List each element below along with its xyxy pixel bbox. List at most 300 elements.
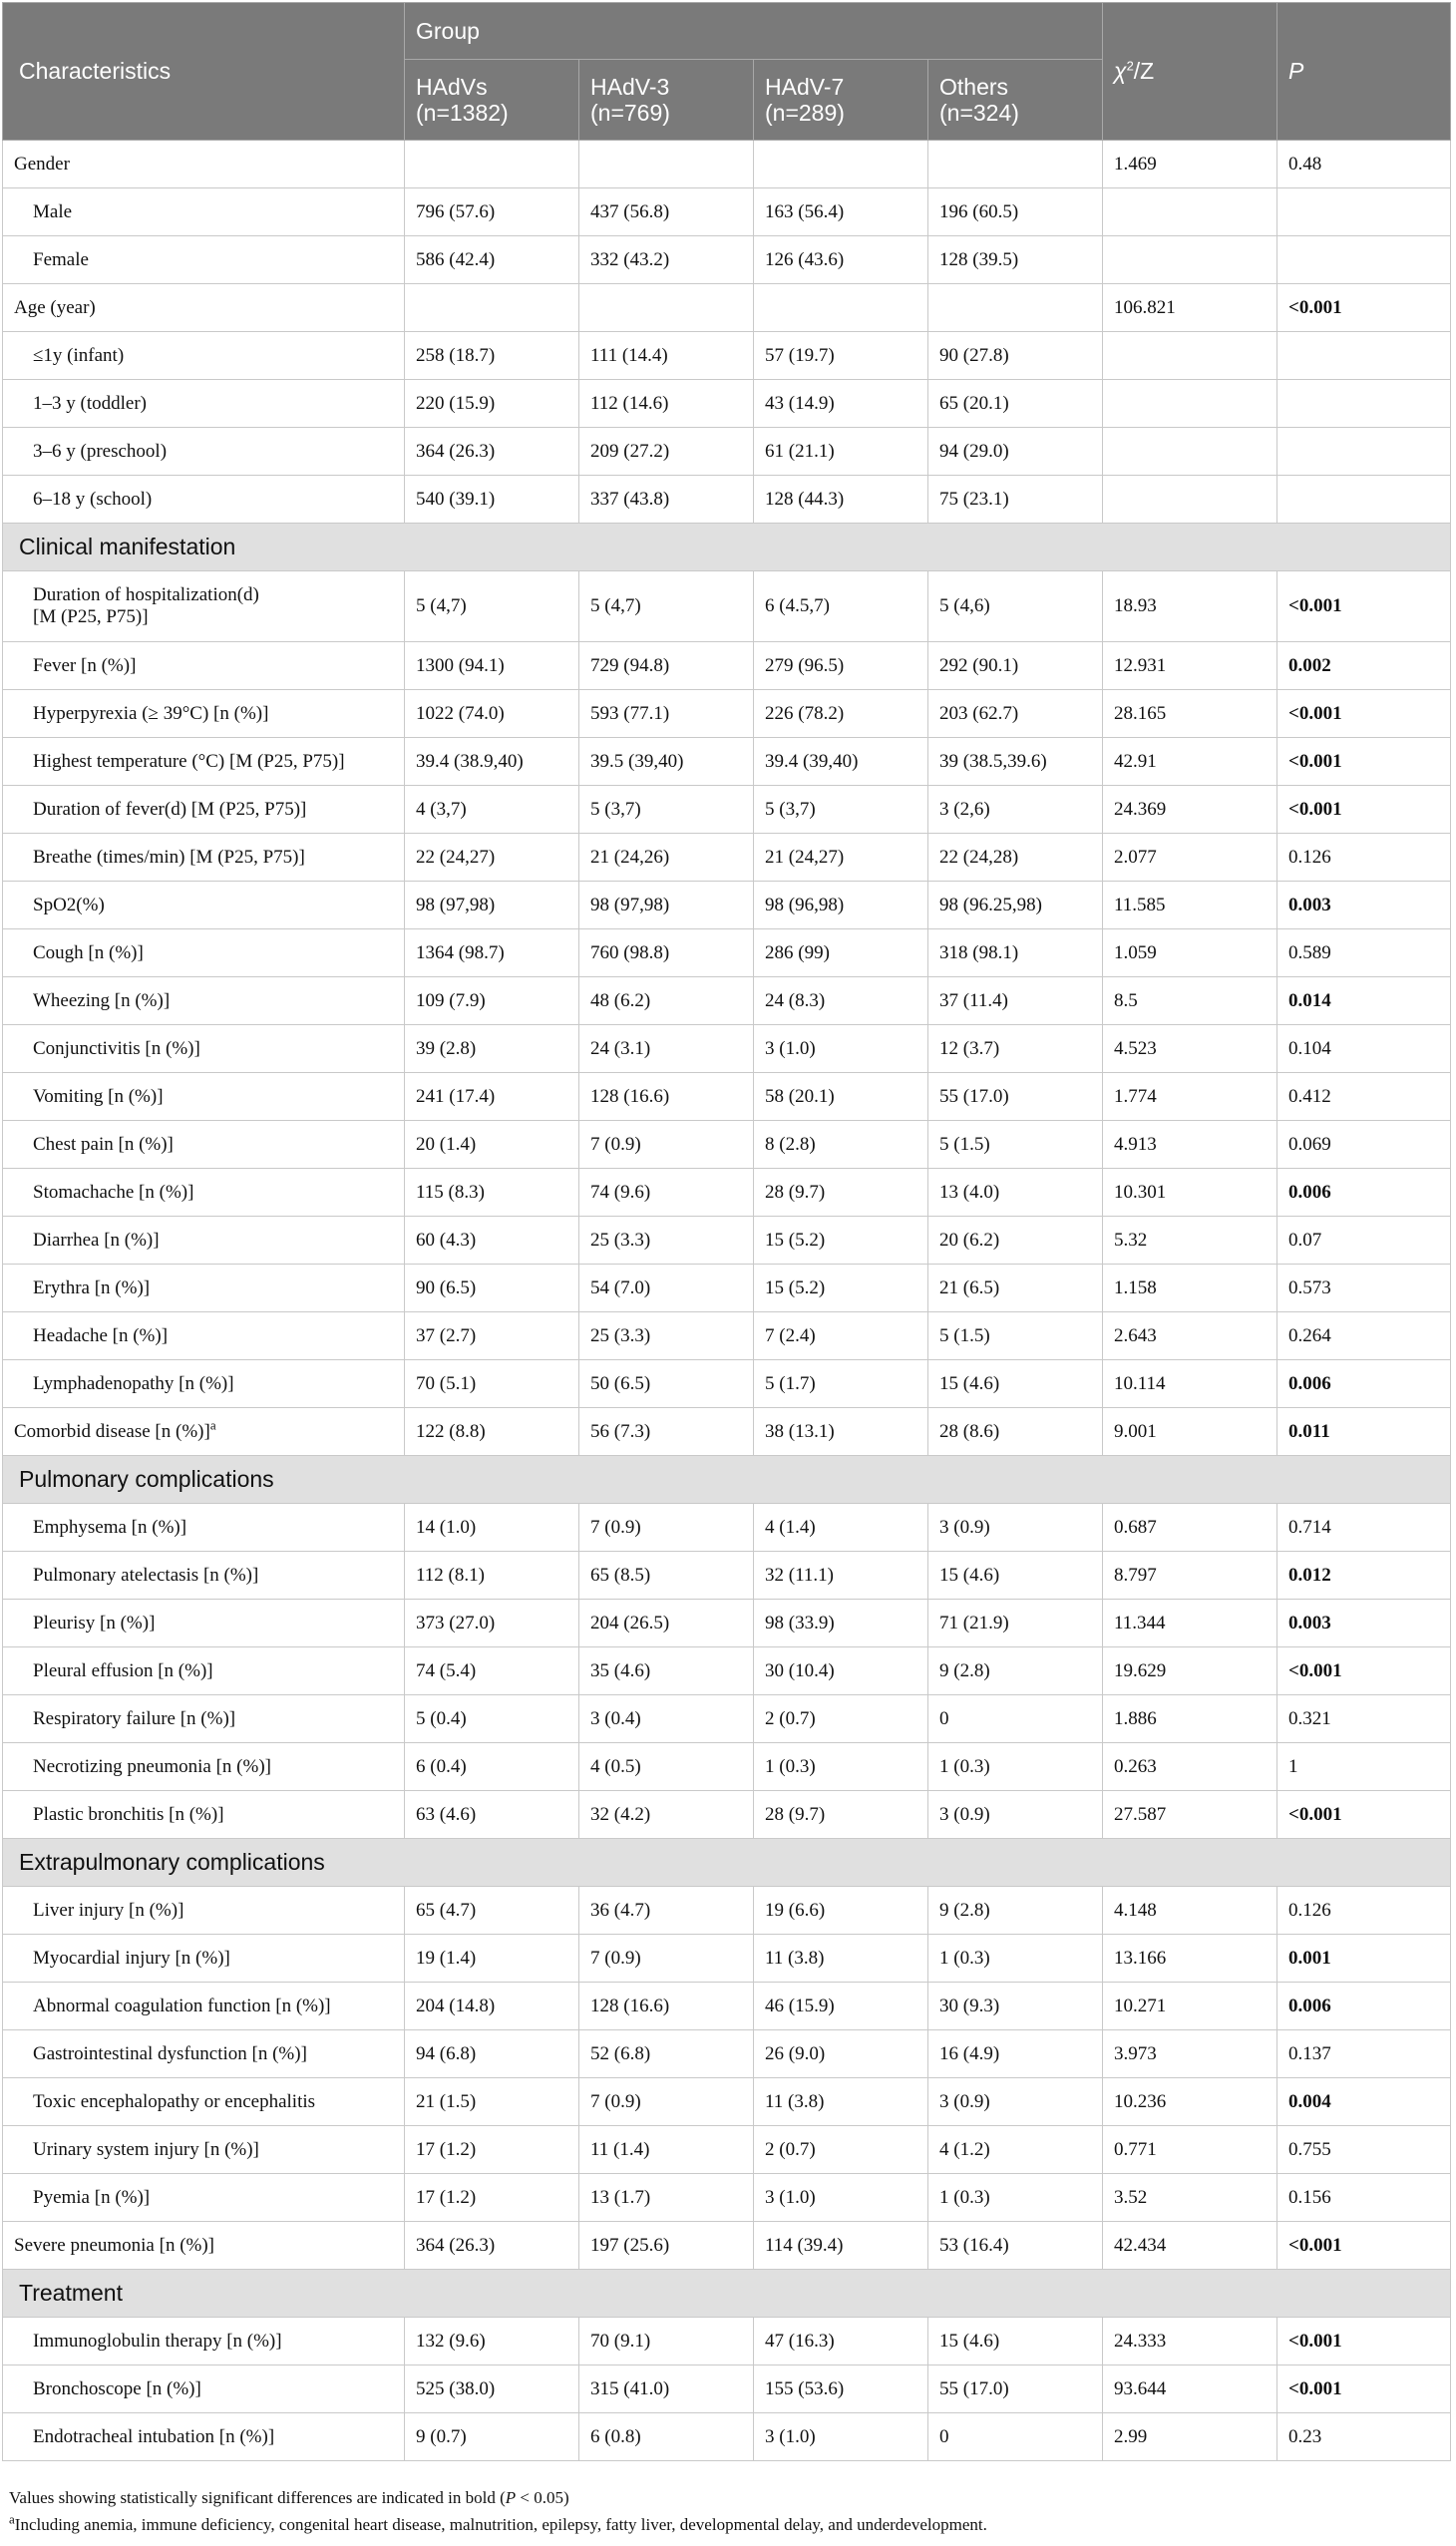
- row-label: [3, 1408, 405, 1456]
- cell-value: 55 (17.0): [928, 1073, 1103, 1121]
- header-characteristics: Characteristics: [3, 3, 405, 141]
- cell-p-value: <0.001: [1277, 2222, 1451, 2270]
- group-name: HAdVs: [416, 73, 488, 100]
- cell-p-value: [1277, 332, 1451, 380]
- cell-statistic: 19.629: [1103, 1647, 1277, 1695]
- cell-value: 292 (90.1): [928, 642, 1103, 690]
- cell-value: 22 (24,28): [928, 834, 1103, 882]
- cell-value: 13 (4.0): [928, 1169, 1103, 1217]
- row-label-text: Necrotizing pneumonia [n (%)]: [33, 1755, 271, 1777]
- section-title: Treatment: [3, 2270, 1451, 2318]
- group-name: HAdV-3: [590, 73, 670, 100]
- cell-value: 115 (8.3): [405, 1169, 579, 1217]
- table-row: [3, 690, 1451, 738]
- cell-value: 241 (17.4): [405, 1073, 579, 1121]
- row-label-text: Headache [n (%)]: [33, 1324, 169, 1346]
- cell-value: 3 (1.0): [754, 2174, 928, 2222]
- cell-statistic: [1103, 380, 1277, 428]
- cell-statistic: 12.931: [1103, 642, 1277, 690]
- cell-value: 11 (3.8): [754, 1935, 928, 1983]
- cell-value: 3 (2,6): [928, 786, 1103, 834]
- header-group-col: [928, 60, 1103, 141]
- cell-value: 1 (0.3): [928, 1743, 1103, 1791]
- cell-value: 729 (94.8): [579, 642, 754, 690]
- table-row: [3, 1121, 1451, 1169]
- cell-statistic: [1103, 188, 1277, 236]
- table-row: [3, 1552, 1451, 1600]
- cell-statistic: 4.523: [1103, 1025, 1277, 1073]
- cell-value: 75 (23.1): [928, 476, 1103, 524]
- cell-p-value: <0.001: [1277, 786, 1451, 834]
- cell-value: 52 (6.8): [579, 2030, 754, 2078]
- row-label-text: 1–3 y (toddler): [33, 392, 147, 414]
- cell-statistic: 18.93: [1103, 571, 1277, 642]
- footnote-p: P: [505, 2488, 517, 2507]
- cell-value: 593 (77.1): [579, 690, 754, 738]
- cell-value: 30 (9.3): [928, 1983, 1103, 2030]
- row-label: [3, 2318, 405, 2365]
- cell-statistic: [1103, 476, 1277, 524]
- cell-value: 7 (0.9): [579, 1504, 754, 1552]
- cell-statistic: 9.001: [1103, 1408, 1277, 1456]
- header-group-col: [579, 60, 754, 141]
- cell-value: 9 (0.7): [405, 2413, 579, 2461]
- cell-value: 109 (7.9): [405, 977, 579, 1025]
- cell-statistic: 1.774: [1103, 1073, 1277, 1121]
- cell-value: 60 (4.3): [405, 1217, 579, 1265]
- table-body: [3, 141, 1451, 2461]
- cell-value: 364 (26.3): [405, 2222, 579, 2270]
- cell-statistic: 3.973: [1103, 2030, 1277, 2078]
- cell-value: 63 (4.6): [405, 1791, 579, 1839]
- cell-value: 15 (4.6): [928, 1360, 1103, 1408]
- cell-value: 21 (24,26): [579, 834, 754, 882]
- cell-statistic: 28.165: [1103, 690, 1277, 738]
- cell-value: 56 (7.3): [579, 1408, 754, 1456]
- row-label-text: Chest pain [n (%)]: [33, 1133, 174, 1155]
- cell-value: 15 (5.2): [754, 1217, 928, 1265]
- cell-value: 98 (97,98): [405, 882, 579, 929]
- cell-p-value: 0.589: [1277, 929, 1451, 977]
- cell-p-value: 0.003: [1277, 882, 1451, 929]
- cell-statistic: 3.52: [1103, 2174, 1277, 2222]
- cell-value: 203 (62.7): [928, 690, 1103, 738]
- cell-value: 4 (0.5): [579, 1743, 754, 1791]
- cell-p-value: <0.001: [1277, 2365, 1451, 2413]
- table-row: [3, 2126, 1451, 2174]
- footnote-marker: a: [9, 2511, 15, 2527]
- cell-value: 19 (1.4): [405, 1935, 579, 1983]
- cell-p-value: 0.412: [1277, 1073, 1451, 1121]
- cell-statistic: 24.369: [1103, 786, 1277, 834]
- row-label-text: SpO2(%): [33, 894, 105, 915]
- cell-value: 94 (6.8): [405, 2030, 579, 2078]
- cell-value: 163 (56.4): [754, 188, 928, 236]
- row-label-text: Hyperpyrexia (≥ 39°C) [n (%)]: [33, 702, 269, 724]
- cell-value: 71 (21.9): [928, 1600, 1103, 1647]
- cell-value: 25 (3.3): [579, 1312, 754, 1360]
- group-name: HAdV-7: [765, 73, 845, 100]
- cell-value: 1 (0.3): [928, 1935, 1103, 1983]
- row-label-text: Male: [33, 200, 73, 222]
- row-label: [3, 1169, 405, 1217]
- cell-value: 3 (0.9): [928, 1791, 1103, 1839]
- cell-value: 1300 (94.1): [405, 642, 579, 690]
- footnote-text: Values showing statistically significant differences are indicated in bold (: [9, 2488, 506, 2507]
- row-label-text: Gastrointestinal dysfunction [n (%)]: [33, 2042, 307, 2064]
- cell-value: 1 (0.3): [754, 1743, 928, 1791]
- cell-value: 5 (4,6): [928, 571, 1103, 642]
- table-row: [3, 2318, 1451, 2365]
- cell-statistic: 24.333: [1103, 2318, 1277, 2365]
- table-row: [3, 1217, 1451, 1265]
- cell-value: 112 (8.1): [405, 1552, 579, 1600]
- row-label-text: Abnormal coagulation function [n (%)]: [33, 1995, 331, 2016]
- header-group-col: [405, 60, 579, 141]
- cell-value: 525 (38.0): [405, 2365, 579, 2413]
- row-label-text: Erythra [n (%)]: [33, 1276, 151, 1298]
- cell-value: 30 (10.4): [754, 1647, 928, 1695]
- cell-value: 5 (1.5): [928, 1121, 1103, 1169]
- row-label: [3, 428, 405, 476]
- row-label-text: Toxic encephalopathy or encephalitis: [33, 2090, 316, 2112]
- cell-value: 15 (5.2): [754, 1265, 928, 1312]
- cell-p-value: <0.001: [1277, 2318, 1451, 2365]
- cell-value: 128 (44.3): [754, 476, 928, 524]
- cell-statistic: 42.91: [1103, 738, 1277, 786]
- row-label-text: 3–6 y (preschool): [33, 440, 168, 462]
- cell-value: 8 (2.8): [754, 1121, 928, 1169]
- table-row: [3, 380, 1451, 428]
- table-row: [3, 1073, 1451, 1121]
- cell-value: 46 (15.9): [754, 1983, 928, 2030]
- cell-value: 128 (39.5): [928, 236, 1103, 284]
- cell-value: 12 (3.7): [928, 1025, 1103, 1073]
- cell-statistic: [1103, 236, 1277, 284]
- row-label: [3, 834, 405, 882]
- cell-statistic: 27.587: [1103, 1791, 1277, 1839]
- cell-statistic: 13.166: [1103, 1935, 1277, 1983]
- cell-statistic: 5.32: [1103, 1217, 1277, 1265]
- cell-value: 2 (0.7): [754, 1695, 928, 1743]
- cell-value: 25 (3.3): [579, 1217, 754, 1265]
- cell-p-value: <0.001: [1277, 1647, 1451, 1695]
- cell-value: 24 (8.3): [754, 977, 928, 1025]
- row-label: [3, 1217, 405, 1265]
- cell-p-value: 0.012: [1277, 1552, 1451, 1600]
- cell-value: 4 (3,7): [405, 786, 579, 834]
- cell-p-value: 0.126: [1277, 834, 1451, 882]
- cell-statistic: 1.886: [1103, 1695, 1277, 1743]
- cell-value: 6 (0.8): [579, 2413, 754, 2461]
- row-label-text: Duration of hospitalization(d): [33, 584, 259, 605]
- cell-value: 7 (0.9): [579, 2078, 754, 2126]
- cell-p-value: [1277, 476, 1451, 524]
- cell-statistic: 8.5: [1103, 977, 1277, 1025]
- cell-value: [928, 141, 1103, 188]
- cell-statistic: [1103, 332, 1277, 380]
- cell-p-value: 0.07: [1277, 1217, 1451, 1265]
- cell-p-value: 0.011: [1277, 1408, 1451, 1456]
- cell-p-value: <0.001: [1277, 690, 1451, 738]
- cell-value: 2 (0.7): [754, 2126, 928, 2174]
- row-label-text: Pulmonary atelectasis [n (%)]: [33, 1564, 259, 1586]
- cell-value: 332 (43.2): [579, 236, 754, 284]
- footnote-significance: [9, 2488, 569, 2507]
- cell-value: 7 (2.4): [754, 1312, 928, 1360]
- row-label: [3, 1504, 405, 1552]
- cell-value: 5 (1.5): [928, 1312, 1103, 1360]
- cell-value: 94 (29.0): [928, 428, 1103, 476]
- cell-value: 437 (56.8): [579, 188, 754, 236]
- cell-value: 17 (1.2): [405, 2174, 579, 2222]
- row-label: [3, 332, 405, 380]
- row-label: [3, 2126, 405, 2174]
- cell-value: 1364 (98.7): [405, 929, 579, 977]
- row-label: [3, 2030, 405, 2078]
- table-row: [3, 141, 1451, 188]
- cell-value: 26 (9.0): [754, 2030, 928, 2078]
- group-n: (n=769): [590, 100, 670, 126]
- row-label: [3, 1552, 405, 1600]
- row-label: [3, 1935, 405, 1983]
- cell-statistic: 4.148: [1103, 1887, 1277, 1935]
- table-row: [3, 642, 1451, 690]
- row-label: [3, 786, 405, 834]
- cell-value: 90 (6.5): [405, 1265, 579, 1312]
- row-label-text: Wheezing [n (%)]: [33, 989, 171, 1011]
- cell-p-value: 1: [1277, 1743, 1451, 1791]
- cell-value: 0: [928, 2413, 1103, 2461]
- table-header: [3, 3, 1451, 141]
- row-label-text: Fever [n (%)]: [33, 654, 137, 676]
- table-row: [3, 1695, 1451, 1743]
- cell-value: 65 (8.5): [579, 1552, 754, 1600]
- cell-value: 11 (3.8): [754, 2078, 928, 2126]
- cell-value: 122 (8.8): [405, 1408, 579, 1456]
- cell-statistic: 10.236: [1103, 2078, 1277, 2126]
- cell-value: 5 (0.4): [405, 1695, 579, 1743]
- table-footnotes: [9, 2484, 1445, 2538]
- table-row: [3, 332, 1451, 380]
- cell-p-value: 0.002: [1277, 642, 1451, 690]
- row-label-text: Female: [33, 248, 89, 270]
- cell-value: 32 (4.2): [579, 1791, 754, 1839]
- table-row: [3, 834, 1451, 882]
- row-label-text: Diarrhea [n (%)]: [33, 1229, 160, 1251]
- cell-value: 315 (41.0): [579, 2365, 754, 2413]
- cell-value: 128 (16.6): [579, 1073, 754, 1121]
- cell-statistic: 10.114: [1103, 1360, 1277, 1408]
- table-row: [3, 1600, 1451, 1647]
- cell-value: [928, 284, 1103, 332]
- cell-value: 61 (21.1): [754, 428, 928, 476]
- cell-value: 28 (9.7): [754, 1791, 928, 1839]
- cell-statistic: 106.821: [1103, 284, 1277, 332]
- row-label-text: Cough [n (%)]: [33, 941, 144, 963]
- table-row: [3, 882, 1451, 929]
- cell-p-value: <0.001: [1277, 738, 1451, 786]
- table-row: [3, 1935, 1451, 1983]
- header-p: P: [1277, 3, 1451, 141]
- cell-statistic: 8.797: [1103, 1552, 1277, 1600]
- table-row: [3, 1169, 1451, 1217]
- row-label: [3, 1025, 405, 1073]
- cell-value: 19 (6.6): [754, 1887, 928, 1935]
- cell-value: 132 (9.6): [405, 2318, 579, 2365]
- header-statistic: [1103, 3, 1277, 141]
- row-label: [3, 977, 405, 1025]
- row-label-text: Pyemia [n (%)]: [33, 2186, 151, 2208]
- cell-p-value: [1277, 236, 1451, 284]
- cell-value: 24 (3.1): [579, 1025, 754, 1073]
- cell-value: 65 (20.1): [928, 380, 1103, 428]
- cell-value: 98 (96,98): [754, 882, 928, 929]
- cell-value: 38 (13.1): [754, 1408, 928, 1456]
- cell-value: 53 (16.4): [928, 2222, 1103, 2270]
- row-label: [3, 2174, 405, 2222]
- row-label: [3, 2413, 405, 2461]
- cell-value: 209 (27.2): [579, 428, 754, 476]
- cell-value: 3 (0.9): [928, 2078, 1103, 2126]
- cell-value: 14 (1.0): [405, 1504, 579, 1552]
- table-row: [3, 929, 1451, 977]
- cell-value: 318 (98.1): [928, 929, 1103, 977]
- cell-p-value: 0.006: [1277, 1169, 1451, 1217]
- section-row: [3, 1839, 1451, 1887]
- cell-value: 220 (15.9): [405, 380, 579, 428]
- table-row: [3, 1312, 1451, 1360]
- cell-p-value: 0.104: [1277, 1025, 1451, 1073]
- table-row: [3, 2030, 1451, 2078]
- cell-p-value: 0.126: [1277, 1887, 1451, 1935]
- table-row: [3, 476, 1451, 524]
- cell-value: [754, 284, 928, 332]
- row-label: [3, 476, 405, 524]
- cell-value: 98 (96.25,98): [928, 882, 1103, 929]
- cell-p-value: 0.573: [1277, 1265, 1451, 1312]
- cell-value: 20 (1.4): [405, 1121, 579, 1169]
- cell-value: 7 (0.9): [579, 1121, 754, 1169]
- table-row: [3, 977, 1451, 1025]
- row-label: [3, 2365, 405, 2413]
- cell-value: 1 (0.3): [928, 2174, 1103, 2222]
- section-row: [3, 2270, 1451, 2318]
- row-label-text: Stomachache [n (%)]: [33, 1181, 194, 1203]
- cell-value: 5 (4,7): [405, 571, 579, 642]
- cell-statistic: 2.643: [1103, 1312, 1277, 1360]
- group-n: (n=324): [939, 100, 1019, 126]
- cell-value: 21 (24,27): [754, 834, 928, 882]
- cell-value: 70 (9.1): [579, 2318, 754, 2365]
- section-title: Pulmonary complications: [3, 1456, 1451, 1504]
- cell-value: 796 (57.6): [405, 188, 579, 236]
- cell-value: 11 (1.4): [579, 2126, 754, 2174]
- cell-value: 226 (78.2): [754, 690, 928, 738]
- cell-value: 57 (19.7): [754, 332, 928, 380]
- row-label: [3, 284, 405, 332]
- cell-p-value: 0.001: [1277, 1935, 1451, 1983]
- table-row: [3, 428, 1451, 476]
- cell-p-value: <0.001: [1277, 571, 1451, 642]
- group-n: (n=1382): [416, 100, 509, 126]
- table-row: [3, 1265, 1451, 1312]
- row-label-text: Urinary system injury [n (%)]: [33, 2138, 259, 2160]
- table-row: [3, 2174, 1451, 2222]
- cell-statistic: 2.077: [1103, 834, 1277, 882]
- cell-value: [579, 284, 754, 332]
- cell-value: 3 (1.0): [754, 2413, 928, 2461]
- cell-value: 204 (26.5): [579, 1600, 754, 1647]
- cell-value: 155 (53.6): [754, 2365, 928, 2413]
- row-label-text: Respiratory failure [n (%)]: [33, 1707, 236, 1729]
- cell-value: 55 (17.0): [928, 2365, 1103, 2413]
- row-label: [3, 1121, 405, 1169]
- row-label-text: ≤1y (infant): [33, 344, 125, 366]
- row-label-text: Endotracheal intubation [n (%)]: [33, 2425, 275, 2447]
- row-label-text: Emphysema [n (%)]: [33, 1516, 187, 1538]
- table-row: [3, 236, 1451, 284]
- cell-value: 50 (6.5): [579, 1360, 754, 1408]
- cell-p-value: 0.006: [1277, 1983, 1451, 2030]
- cell-value: 21 (6.5): [928, 1265, 1103, 1312]
- cell-value: 98 (33.9): [754, 1600, 928, 1647]
- cell-value: 5 (3,7): [754, 786, 928, 834]
- table-row: [3, 2222, 1451, 2270]
- cell-value: 16 (4.9): [928, 2030, 1103, 2078]
- row-label: [3, 1887, 405, 1935]
- row-label: [3, 1983, 405, 2030]
- row-label: [3, 1791, 405, 1839]
- cell-value: 6 (0.4): [405, 1743, 579, 1791]
- cell-p-value: 0.003: [1277, 1600, 1451, 1647]
- cell-value: 126 (43.6): [754, 236, 928, 284]
- cell-value: 28 (9.7): [754, 1169, 928, 1217]
- cell-statistic: 10.301: [1103, 1169, 1277, 1217]
- cell-p-value: 0.156: [1277, 2174, 1451, 2222]
- table-row: [3, 571, 1451, 642]
- cell-statistic: 0.263: [1103, 1743, 1277, 1791]
- cell-value: 4 (1.4): [754, 1504, 928, 1552]
- table-row: [3, 2078, 1451, 2126]
- cell-statistic: 0.687: [1103, 1504, 1277, 1552]
- cell-value: 17 (1.2): [405, 2126, 579, 2174]
- cell-statistic: 2.99: [1103, 2413, 1277, 2461]
- row-label-text: Immunoglobulin therapy [n (%)]: [33, 2330, 282, 2352]
- row-label-text: Severe pneumonia [n (%)]: [14, 2234, 215, 2256]
- characteristics-table: [2, 2, 1451, 2461]
- row-label: [3, 141, 405, 188]
- cell-value: 20 (6.2): [928, 1217, 1103, 1265]
- row-label: [3, 1695, 405, 1743]
- cell-value: 43 (14.9): [754, 380, 928, 428]
- cell-value: 15 (4.6): [928, 1552, 1103, 1600]
- cell-p-value: 0.23: [1277, 2413, 1451, 2461]
- table-row: [3, 738, 1451, 786]
- row-label: [3, 642, 405, 690]
- header-chi: χ: [1114, 58, 1127, 85]
- row-label-text: Breathe (times/min) [M (P25, P75)]: [33, 846, 305, 868]
- cell-p-value: <0.001: [1277, 1791, 1451, 1839]
- row-label: [3, 1600, 405, 1647]
- row-label: [3, 929, 405, 977]
- table-row: [3, 1360, 1451, 1408]
- row-label: [3, 1265, 405, 1312]
- footnote-text: Including anemia, immune deficiency, congenital heart disease, malnutrition, epilepsy, fatty liver, developmental delay, and underdevelopment.: [14, 2515, 987, 2534]
- cell-value: 114 (39.4): [754, 2222, 928, 2270]
- cell-p-value: 0.069: [1277, 1121, 1451, 1169]
- cell-value: 39.5 (39,40): [579, 738, 754, 786]
